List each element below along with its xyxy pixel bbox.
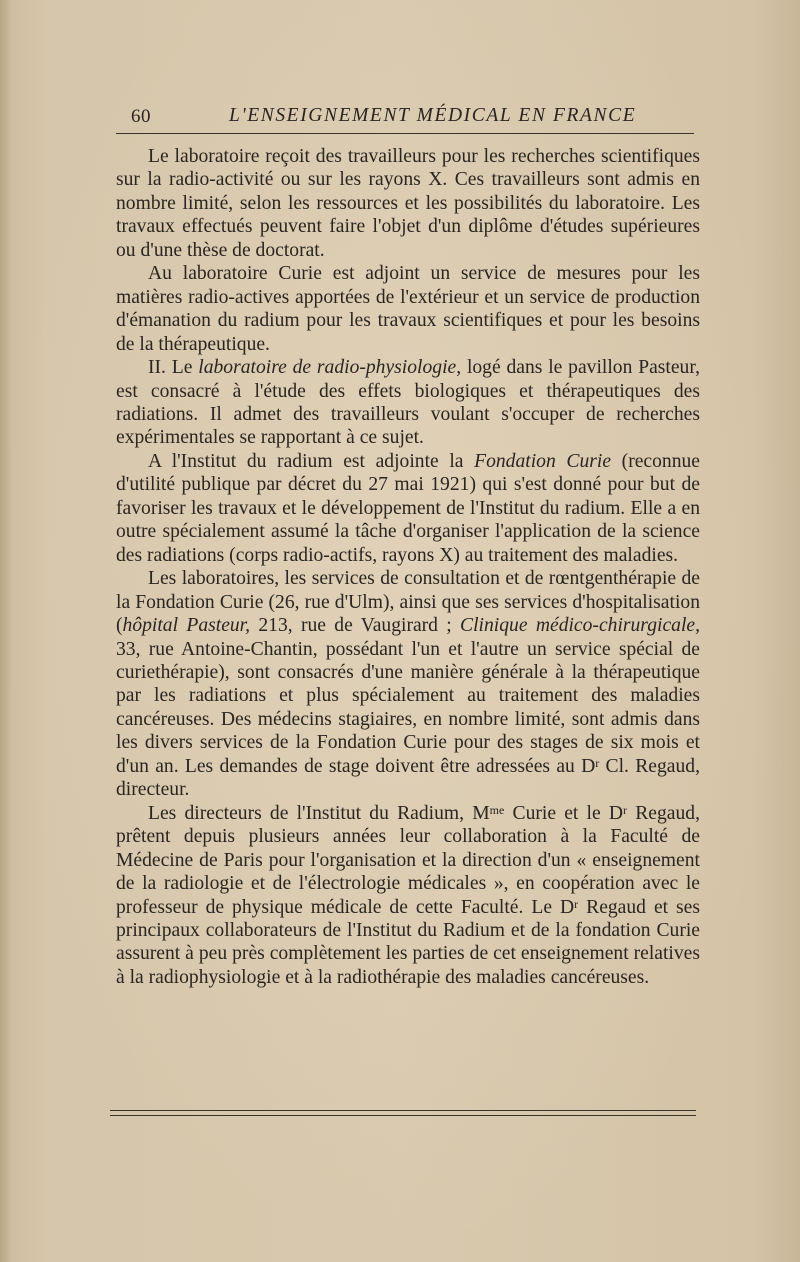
body-text bbox=[116, 145, 700, 989]
header-rule bbox=[116, 133, 694, 134]
paragraph-curie-laboratory: Au laboratoire Curie est adjoint un service de mesures pour les matières radio-actives apportées de l'extérieur et un service de production d'émanation du radium pour les travaux scientifiques et pour les besoins de la thérapeutique. bbox=[116, 263, 700, 355]
paragraph-radio-physiology: II. Le laboratoire de radio-physiologie, logé dans le pavillon Pasteur, est consacré à l'étude des effets biologiques et thérapeutiques des radiations. Il admet des travailleurs voulant s'occuper de recherches expérimentales se rapportant à ce sujet. bbox=[116, 357, 700, 449]
paragraph-laboratory-workers: Le laboratoire reçoit des travailleurs pour les recherches scientifiques sur la radio-activité ou sur les rayons X. Ces travailleurs sont admis en nombre limité, selon les ressources et les possibilités du laboratoire. Les travaux effectués peuvent faire l'objet d'un diplôme d'études supérieures ou d'une thèse de doctorat. bbox=[116, 146, 700, 261]
italic-hopital-pasteur: hôpital Pasteur, bbox=[122, 615, 251, 637]
paragraph-laboratories-services: Les laboratoires, les services de consultation et de rœntgenthérapie de la Fondation Curie (26, rue d'Ulm), ainsi que ses services d'hospitalisation (hôpital Pasteur, 213, rue de Vaugirard ; Clinique médico-chirurgicale, 33, rue Antoine-Chantin, possédant l'un et l'autre un service spécial de curiethérapie), sont consacrés d'une manière générale à la thérapeutique par les radiations et plus spécialement au traitement des maladies cancéreuses. Des médecins stagiaires, en nombre limité, sont admis dans les divers services de la Fondation Curie pour des stages de six mois et d'un an. Les demandes de stage doivent être adressées au $D^r$ Cl. Regaud, directeur. bbox=[116, 568, 700, 801]
paragraph-directors: Les directeurs de l'Institut du Radium, $M^{me}$ Curie et le $D^r$ Regaud, prêtent depuis plusieurs années leur collaboration à la Faculté de Médecine de Paris pour l'organisation et la direction d'un « enseignement de la radiologie et de l'électrologie médicales », en coopération avec le professeur de physique médicale de cette Faculté. Le $D^r$ Regaud et ses principaux collaborateurs de l'Institut du Radium et de la fondation Curie assurent à peu près complètement les parties de cet enseignement relatives à la radiophysiologie et à la radiothérapie des maladies cancéreuses. bbox=[116, 802, 700, 988]
running-title: L'ENSEIGNEMENT MÉDICAL EN FRANCE bbox=[229, 105, 637, 126]
footer-rule-bottom bbox=[110, 1115, 696, 1116]
paragraph-fondation-curie: A l'Institut du radium est adjointe la Fondation Curie (reconnue d'utilité publique par décret du 27 mai 1921) qui s'est donné pour but de favoriser les travaux et le développement de l'Institut du radium. Elle a en outre spécialement assumé la tâche d'organiser l'application de la science des radiations (corps radio-actifs, rayons X) au traitement des maladies. bbox=[116, 450, 700, 566]
footer-rule-top bbox=[110, 1110, 696, 1111]
italic-fondation-curie: Fondation Curie bbox=[474, 450, 612, 472]
italic-clinique: Clinique médico-chirurgicale, bbox=[460, 615, 700, 637]
italic-laboratory-name: laboratoire de radio-physiologie, bbox=[198, 357, 462, 379]
page-binding-edge bbox=[0, 0, 12, 1262]
page-number: 60 bbox=[131, 106, 151, 127]
page-header bbox=[115, 104, 695, 134]
